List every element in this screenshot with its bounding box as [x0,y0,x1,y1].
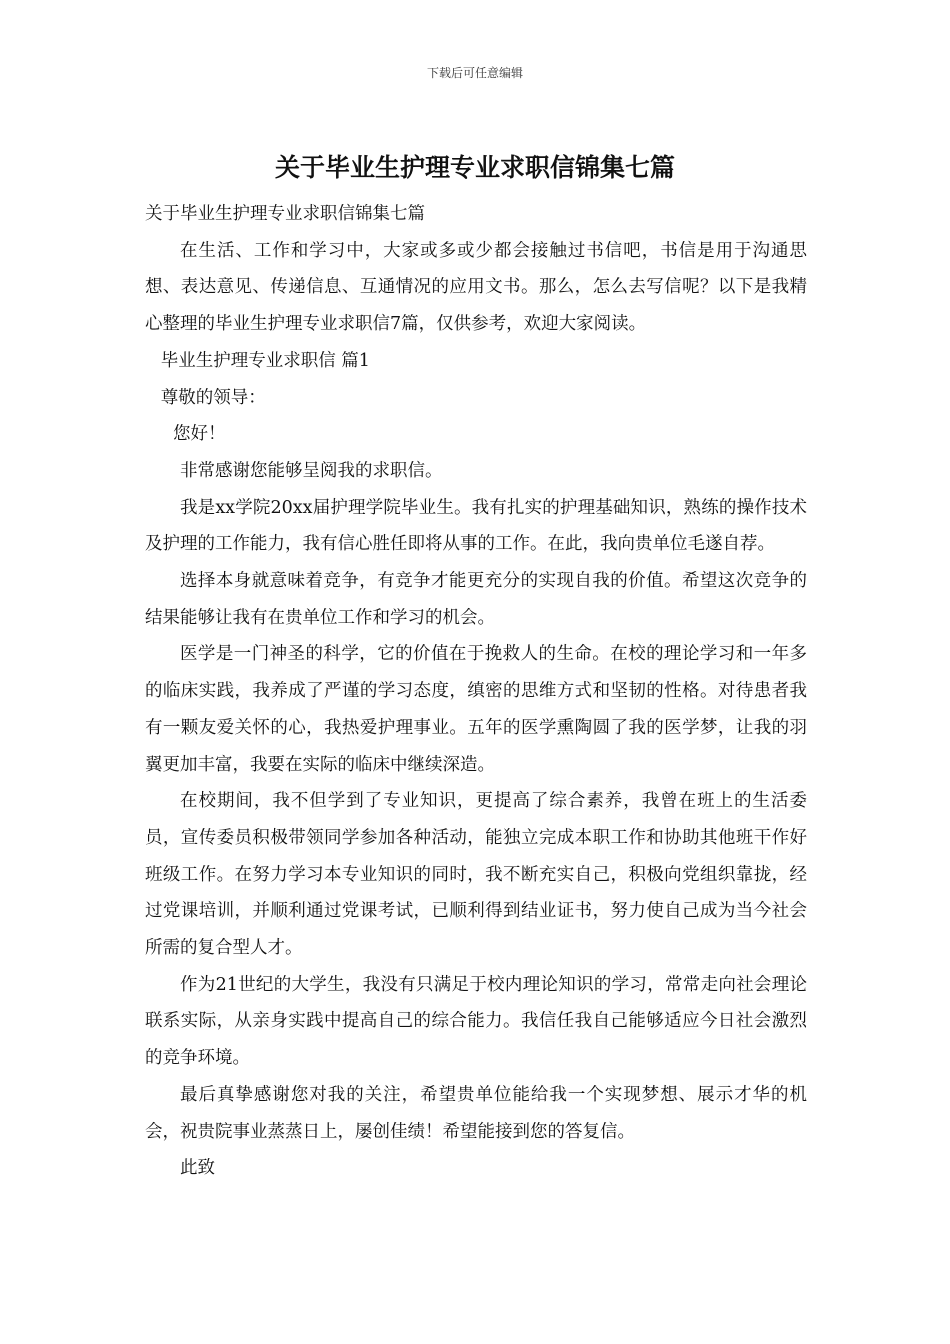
document-title: 关于毕业生护理专业求职信锦集七篇 [274,153,675,182]
letter-salutation: 尊敬的领导： [160,387,266,408]
letter-paragraph: 非常感谢您能够呈阅我的求职信。 [180,460,443,481]
header-note: 下载后可任意编辑 [426,66,523,80]
letter-greeting: 您好！ [173,424,226,445]
letter-closing: 此致 [180,1158,215,1179]
letter-paragraph: 选择本身就意味着竞争，有竞争才能更充分的实现自我的价值。希望这次竞争的结果能够让我有在贵单位工作和学习的机会。 [145,571,807,628]
letter-paragraph: 作为21世纪的大学生，我没有只满足于校内理论知识的学习，常常走向社会理论联系实际，从亲身实践中提高自己的综合能力。我信任我自己能够适应今日社会激烈的竞争环境。 [145,974,807,1069]
letter-paragraph: 在校期间，我不但学到了专业知识，更提高了综合素养，我曾在班上的生活委员，宣传委员积极带领同学参加各种活动，能独立完成本职工作和协助其他班干作好班级工作。在努力学习本专业知识的同时，我不断充实自己，积极向党组织靠拢，经过党课培训，并顺利通过党课考试，已顺利得到结业证书，努力使自己成为当今社会所需的复合型人才。 [145,791,807,959]
letter-heading: 毕业生护理专业求职信 篇1 [160,350,370,371]
document-body [145,196,807,1187]
letter-paragraph: 我是xx学院20xx届护理学院毕业生。我有扎实的护理基础知识，熟练的操作技术及护理的工作能力，我有信心胜任即将从事的工作。在此，我向贵单位毛遂自荐。 [145,497,807,555]
letter-paragraph: 医学是一门神圣的科学，它的价值在于挽救人的生命。在校的理论学习和一年多的临床实践，我养成了严谨的学习态度，缜密的思维方式和坚韧的性格。对待患者我有一颗友爱关怀的心，我热爱护理事业。五年的医学熏陶圆了我的医学梦，让我的羽翼更加丰富，我要在实际的临床中继续深造。 [145,644,807,775]
intro-paragraph: 在生活、工作和学习中，大家或多或少都会接触过书信吧，书信是用于沟通思想、表达意见、传递信息、互通情况的应用文书。那么，怎么去写信呢？以下是我精心整理的毕业生护理专业求职信7篇，仅供参考，欢迎大家阅读。 [145,240,807,335]
subtitle-line: 关于毕业生护理专业求职信锦集七篇 [145,204,425,224]
letter-paragraph: 最后真挚感谢您对我的关注，希望贵单位能给我一个实现梦想、展示才华的机会，祝贵院事业蒸蒸日上，屡创佳绩！希望能接到您的答复信。 [145,1084,807,1142]
